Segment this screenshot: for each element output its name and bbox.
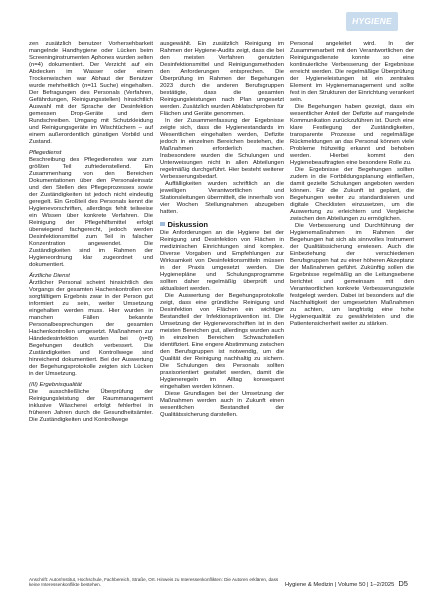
subheading-aerztlicher-dienst: Ärztliche Dienst xyxy=(29,273,70,279)
paragraph: Auffälligkeiten wurden schriftlich an die jeweiligen Verantwortlichen und Stationsleitungen übermittelt, die innerhalb von vier Wochen Stellungnahmen abzugeben hatten. xyxy=(160,181,284,215)
paragraph: Beschreibung des Pflegedienstes war zum größten Teil zufriedenstellend. Ein Zusammenhang von den Bereichen Dokumentationen über den Personaleinsatz und den Stellen des Pflegeprozesses sowie der Zuständigkeiten ist jedoch nicht eindeutig geregelt. Ein Großteil des Personals kennt die Hygienevorschriften, allerdings fehlt teilweise ein Wissen über konkrete Verfahren. Die Reinigung der Pflegehilfsmittel erfolgt überwiegend fachgerecht, jedoch werden Desinfektionsmittel zum Teil in falscher Konzentration angewendet. Die Zuständigkeiten sind im Rahmen der Hygieneordnung klar zugeordnet und dokumentiert. xyxy=(29,157,153,268)
column-right xyxy=(290,41,414,573)
paragraph: Die Ergebnisse der Begehungen sollten zudem in die Fortbildungsplanung einfließen, damit gezielte Schulungen angeboten werden können. Für die Zukunft ist geplant, die Begehungen weiter zu standardisieren und digitale Checklisten einzusetzen, um die Auswertung zu erleichtern und Vergleiche zwischen den Abteilungen zu ermöglichen. xyxy=(290,167,414,222)
footer-note: Anschrift: Autor/Institut, Hochschule, Fachbereich, Straße, Ort. Hinweis zu Interessenkonflikten: Die Autoren erklären, dass keine Interessenkonflikte bestehen. xyxy=(29,577,279,588)
subheading-ergebnisqualitaet: (III) Ergebnisqualität xyxy=(29,382,82,388)
subheading-pflegedienst: Pflegedienst xyxy=(29,150,62,156)
paragraph: Ärztlicher Personal scheint hinsichtlich des Vorgangs der gesamten Hachenkontrollen von sorgfältigem Ergebnis zwar in der Person gut informiert zu sein, weiter Umsetzung eingehalten werden muss. Hier wurden in manchen Fällen bekannte Personalbesprechungen der gesamten Hachenkontrollen umgesetzt. Maßnahmen zur Händedesinfektion wurden bei (n=8) Begehungen deutlich verbessert. Die Zuständigkeiten und Kontrollwege sind hinreichend dokumentiert. Bei der Auswertung der Begehungsprotokolle zeigten sich Lücken in der Umsetzung. xyxy=(29,280,153,377)
paragraph: Diese Grundlagen bei der Umsetzung der Maßnahmen werden auch in Zukunft einen wesentlichen Bestandteil der Qualitätssicherung darstellen. xyxy=(160,391,284,418)
journal-logo-text: HYGIENE xyxy=(352,16,392,26)
paragraph: ausgewählt. Ein zusätzlich Reinigung im Rahmen der Hygiene-Audits zeigt, dass die bei den meisten Verfahren genutzten Desinfektionsmittel und Reinigungsmethoden den Anforderungen entsprechen. Die Überprüfung im Rahmen der Begehungen 2023 durch die anderen Berufsgruppen bestätigte, dass die gesamten Reinigungsleistungen nach Plan umgesetzt werden. Zusätzlich wurden Abklatschproben für Flächen und Geräte genommen. xyxy=(160,41,284,117)
paragraph: Personal angeleitet wird. In der Zusammenarbeit mit den Verantwortlichen der Reinigungsdienste konnte so eine kontinuierliche Verbesserung der Ergebnisse erreicht werden. Die regelmäßige Überprüfung der Hygieneleistungen ist ein zentrales Element im Hygienemanagement und sollte fest in den Strukturen der Einrichtung verankert sein. xyxy=(290,41,414,103)
section-heading-text: Diskussion xyxy=(167,220,209,229)
paragraph: Die ausschließliche Überprüfung der Reinigungsleistung der Raummanagement inklusive Wäscherei erfolgt fehlerfrei in früheren Jahren durch die Gesundheitsämter. Die Zuständigkeiten und Kontrollwege xyxy=(29,389,153,423)
paragraph: Die Begehungen haben gezeigt, dass ein wesentlicher Anteil der Defizite auf mangelnde Kommunikation zurückzuführen ist. Durch eine klare Festlegung der Zuständigkeiten, transparente Prozesse und regelmäßige Rückmeldungen an das Personal können viele Probleme frühzeitig erkannt und behoben werden. Hierbei kommt den Hygienebeauftragten eine besondere Rolle zu. xyxy=(290,104,414,166)
paragraph: Die Anforderungen an die Hygiene bei der Reinigung und Desinfektion von Flächen in medizinischen Einrichtungen sind komplex. Diverse Vorgaben und Empfehlungen zur Wirksamkeit von Desinfektionsmitteln müssen in der Praxis umgesetzt werden. Die Hygienepläne und Schulungsprogramme sollten daher regelmäßig überprüft und aktualisiert werden. xyxy=(160,230,284,292)
footer-journal-info xyxy=(285,579,408,588)
section-heading-diskussion xyxy=(160,220,284,229)
paragraph: Die Auswertung der Begehungsprotokolle zeigt, dass eine gründliche Reinigung und Desinfektion von Flächen ein wichtiger Bestandteil der Infektionsprävention ist. Die Umsetzung der Hygienevorschriften ist in den meisten Bereichen gut, allerdings wurden auch in einzelnen Bereichen Schwachstellen identifiziert. Eine engere Abstimmung zwischen den Berufsgruppen ist notwendig, um die Qualität der Reinigung nachhaltig zu sichern. Die Schulungen des Personals sollten praxisorientiert gestaltet werden, damit die Hygieneregeln im Alltag konsequent eingehalten werden können. xyxy=(160,293,284,390)
paragraph: In der Zusammenfassung der Ergebnisse zeigte sich, dass die Hygienestandards im Wesentlichen eingehalten werden, Defizite jedoch in einzelnen Bereichen bestehen, die Maßnahmen erforderlich machen. Insbesondere wurden die Schulungen und Unterweisungen nicht in allen Abteilungen regelmäßig durchgeführt. Hier besteht weiterer Verbesserungsbedarf. xyxy=(160,118,284,180)
section-marker-icon xyxy=(160,222,165,227)
paragraph: Die Verbesserung und Durchführung der Hygienemaßnahmen im Rahmen der Begehungen hat sich als sinnvolles Instrument der Qualitätssicherung erwiesen. Auch die Einbeziehung der verschiedenen Berufsgruppen hat zu einer höheren Akzeptanz der Maßnahmen geführt. Zukünftig sollen die Ergebnisse regelmäßig an die Leitungsebene berichtet und gemeinsam mit den Verantwortlichen konkrete Verbesserungsziele festgelegt werden. Dabei ist besonders auf die Nachhaltigkeit der umgesetzten Maßnahmen zu achten, um langfristig eine hohe Hygienequalität zu gewährleisten und die Patientensicherheit weiter zu stärken. xyxy=(290,223,414,327)
journal-logo xyxy=(346,12,398,31)
page-number: D5 xyxy=(398,579,408,588)
paragraph: zen zusätzlich benutzer Vorhersehbarkeit mangelnde Handhygiene oder Lücken beim Screeninginstrumenten Aphones wurden selten (n=4) dokumentiert. Der Verzicht auf ein Abdecken im Wasser oder einem Trockenwischen war Abhaut der Benutzer wurde mehrheitlich (n=11 Suche) eingehalten. Der Befragungen des Personals (Verfahren, Gefährdungen, Reinigungsstellen) hinsichtlich Auswahl mit der Sprache der Desinfektion gemessen Drop-Geräte und dem Rundschreiben. Umgang mit Schutzkleidung und Reinigungsgeräte im Wischtüchern – auf einem außerordentlich günstigen Vorbild und Zustand. xyxy=(29,41,153,145)
column-middle xyxy=(160,41,284,573)
column-left xyxy=(29,41,153,573)
journal-citation: Hygiene & Medizin | Volume 50 | 1–2/2025 xyxy=(285,582,395,588)
